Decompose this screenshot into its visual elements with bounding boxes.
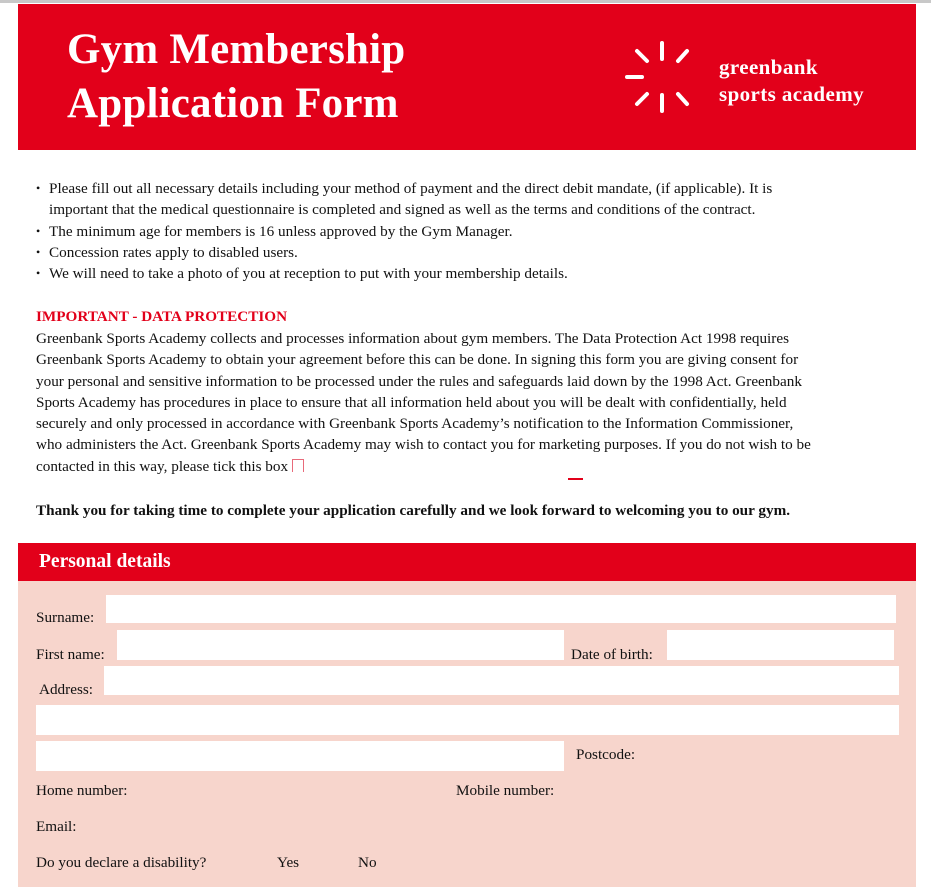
opt-out-prompt: contacted in this way, please tick this box	[36, 457, 289, 475]
address-line-3-field[interactable]	[36, 741, 564, 771]
surname-label: Surname:	[36, 609, 95, 626]
brand-name-line-1: greenbank	[719, 55, 818, 79]
title-line-2: Application Form	[67, 80, 399, 127]
data-protection-line: securely and only processed in accordance with Greenbank Sports Academy’s notification to the Information Commissioner,	[36, 415, 794, 433]
top-border	[0, 0, 931, 3]
home-number-label: Home number:	[36, 782, 128, 799]
data-protection-text	[36, 328, 906, 477]
thank-you-note: Thank you for taking time to complete your application carefully and we look forward to welcoming you to our gym.	[36, 502, 791, 519]
instructions-list	[36, 178, 906, 284]
sunburst-icon	[622, 37, 702, 117]
email-label: Email:	[36, 818, 77, 835]
first-name-field[interactable]	[117, 630, 564, 660]
instruction-text: Please fill out all necessary details including your method of payment and the direct debit mandate, (if applicable). It is	[49, 180, 773, 197]
brand-logo-text	[719, 54, 864, 108]
instruction-text: important that the medical questionnaire is completed and signed as well as the terms and conditions of the contract.	[49, 201, 756, 219]
instruction-item	[36, 263, 906, 284]
data-protection-line: Sports Academy has procedures in place to ensure that all information held about you will be dealt with confidentially, held	[36, 393, 787, 411]
surname-field[interactable]	[106, 595, 896, 623]
first-name-label: First name:	[36, 646, 105, 663]
marketing-opt-out-checkbox[interactable]	[292, 459, 304, 472]
postcode-label: Postcode:	[576, 746, 636, 763]
data-protection-line: your personal and sensitive information to be processed under the rules and safeguards laid down by the 1998 Act. Greenbank	[36, 372, 802, 390]
data-protection-line-last	[36, 456, 906, 477]
address-line-2-field[interactable]	[36, 705, 899, 735]
instruction-text: The minimum age for members is 16 unless approved by the Gym Manager.	[49, 222, 513, 240]
section-title: Personal details	[39, 551, 171, 572]
data-protection-heading: IMPORTANT - DATA PROTECTION	[36, 308, 288, 325]
page-header	[18, 4, 916, 150]
disability-yes-option[interactable]: Yes	[277, 854, 300, 871]
date-of-birth-label: Date of birth:	[571, 646, 653, 663]
instruction-item	[36, 242, 906, 263]
data-protection-line: Greenbank Sports Academy collects and processes information about gym members. The Data Protection Act 1998 requires	[36, 330, 789, 347]
page-title	[67, 23, 405, 131]
data-protection-line: who administers the Act. Greenbank Sports Academy may wish to contact you for marketing purposes. If you do not wish to be	[36, 436, 811, 454]
date-of-birth-field[interactable]	[667, 630, 894, 660]
data-protection-line: Greenbank Sports Academy to obtain your agreement before this can be done. In signing this form you are giving consent for	[36, 351, 799, 369]
title-line-1: Gym Membership	[67, 26, 406, 73]
disability-question-label: Do you declare a disability?	[36, 854, 207, 871]
instruction-item	[36, 178, 906, 221]
instruction-text: We will need to take a photo of you at reception to put with your membership details.	[49, 265, 568, 283]
brand-name-line-2: sports academy	[719, 82, 865, 106]
decorative-dash	[568, 478, 583, 480]
address-label: Address:	[39, 681, 93, 698]
instruction-item	[36, 221, 906, 242]
personal-details-header	[18, 543, 916, 581]
address-line-1-field[interactable]	[104, 666, 899, 695]
disability-no-option[interactable]: No	[358, 854, 377, 871]
mobile-number-label: Mobile number:	[456, 782, 555, 799]
instruction-text: Concession rates apply to disabled users.	[49, 243, 298, 261]
